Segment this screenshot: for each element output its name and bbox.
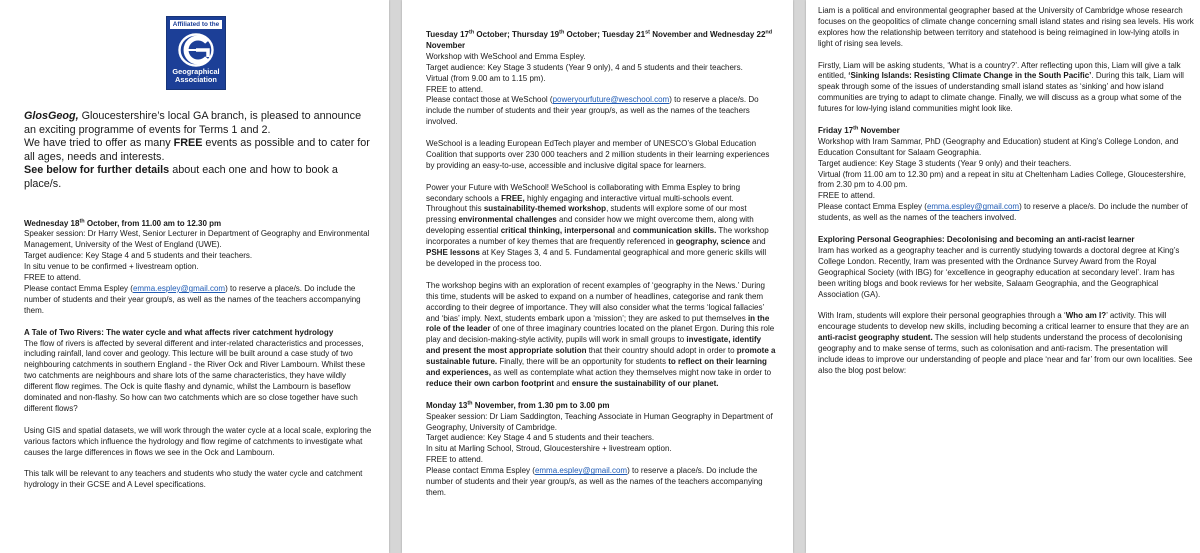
event-detail: Workshop with Iram Sammar, PhD (Geography and Education) student at King’s College London, and Education Consultant for Salaam Geographia. [818,136,1179,157]
event-contact: Please contact those at WeSchool (poweryourfuture@weschool.com) to reserve a place/s. Do include the number of students and their year group/s, as well as the names of the teachers involved. [426,95,759,127]
event-block-kings-college [818,126,1194,224]
document-page-1 [0,0,389,553]
logo-affiliated-text: Affiliated to the [172,21,220,28]
event-contact: Please contact Emma Espley (emma.espley@gmail.com) to reserve a place/s. Do include the number of students and their year group/s, as well as the names of the teachers accompanying them. [426,466,763,497]
event-detail: Speaker session: Dr Harry West, Senior Lecturer in Department of Geography and Environmental Management, University of the West of England (UWE). [24,229,370,250]
ga-emblem-icon [178,33,214,67]
event-detail: Target audience: Key Stage 3 students (Year 9 only) and their teachers. [818,158,1072,168]
document-page-3 [806,0,1200,553]
intro-line: We have tried to offer as many FREE events as possible and to cater for all ages, needs and interests. [24,137,370,163]
event-block-cambridge [426,401,776,499]
event-detail: Virtual (from 11.00 am to 12.30 pm) and a repeat in situ at Cheltenham Ladies College, Gloucestershire, from 2.30 pm to 4.00 pm. [818,169,1186,190]
intro-section [24,110,376,192]
event-detail: Target audience: Key Stage 4 and 5 students and their teachers. [426,433,655,443]
event-heading: Monday 13th November, from 1.30 pm to 3.00 pm [426,400,610,410]
email-link[interactable]: emma.espley@gmail.com [534,466,628,476]
logo-organisation-name: Geographical Association [172,67,220,85]
decolonising-title: Exploring Personal Geographies: Decolonising and becoming an anti-racist learner [818,234,1135,244]
event-heading: Wednesday 18th October, from 11.00 am to 12.30 pm [24,217,222,228]
event-contact: Please contact Emma Espley (emma.espley@gmail.com) to reserve a place/s. Do include the number of students, as well as the names of the teachers involved. [818,202,1188,223]
talk-title: A Tale of Two Rivers: The water cycle and what affects river catchment hydrology [24,327,334,337]
event-detail: FREE to attend. [24,273,81,283]
event-detail: In situ venue to be confirmed + livestream option. [24,262,199,272]
event-detail: Workshop with WeSchool and Emma Espley. [426,51,586,61]
power-your-future-paragraph: Power your Future with WeSchool! WeSchool is collaborating with Emma Espley to bring secondary schools a FREE, highly engaging and interactive virtual multi-schools event. Throughout this sustainability-themed workshop, students will explore some of our most pressing environmental challenges and consider how we might overcome them, along with developing essential critical thinking, interpersonal and communication skills. The workshop incorporates a number of key themes that are frequently referenced in geography, science and PSHE lessons at Key Stages 3, 4 and 5. Fundamental geographical and more generic skills will be developed in the process too. [426,182,769,268]
talk-paragraph: This talk will be relevant to any teachers and students who study the water cycle and catchment hydrology in their GCSE and A Level specifications. [24,469,363,490]
email-link[interactable]: emma.espley@gmail.com [132,284,226,293]
workshop-paragraph: The workshop begins with an exploration of recent examples of ‘geography in the News.’ During this time, students will be asked to expand on a number of headlines, categorise and rank them according to their degree of importance. They will also consider what the terms ‘logical fallacies’ and ‘bias’ imply. Next, students embark upon a ‘mission’; they are asked to put themselves in the role of the leader of one of three imaginary countries located on the planet Ergon. During this role play and decision-making-style activity, pupils will work in small groups to investigate, identify and present the most appropriate solution that their country should adopt in order to promote a sustainable future. Finally, there will be an opportunity for students to reflect on their learning and experiences, as well as contemplate what action they themselves might now take in order to reduce their own carbon footprint and ensure the sustainability of our planet. [426,280,776,388]
event-block-weschool [426,30,776,128]
liam-bio-paragraph: Liam is a political and environmental geographer based at the University of Cambridge whose research focuses on the geopolitics of climate change concerning small island states and rising sea levels. His work explores how the relationship between territory and statehood is being reimagined in low-lying atolls in light of rising sea levels. [818,6,1194,48]
who-am-i-paragraph: With Iram, students will explore their personal geographies through a ‘Who am I?’ activity. This will encourage students to develop new skills, including becoming a critical learner to ensure that they are an anti-racist geography student. The session will help students understand the process of decolonising geography and to make sense of terms, such as colonisation and anti-racism. The presentation will include ideas to improve our understanding of people and place ‘near and far’ from our own localities. See also the blog post below: [818,311,1193,375]
email-link[interactable]: emma.espley@gmail.com [926,202,1020,212]
decolonising-paragraph: Iram has worked as a geography teacher and is currently studying towards a doctoral degree at King’s College London. Recently, Iram was presented with the Ordnance Survey Award from the Royal Geographical Society (with IBG) for ‘excellence in geography education at secondary level’. Iram has been writing blogs and book reviews for her website, Salaam Geographia, and the Geographical Association (GA). [818,245,1180,299]
event-heading: Tuesday 17th October; Thursday 19th October; Tuesday 21st November and Wednesday 22nd November [426,29,773,50]
event-detail: In situ at Marling School, Stroud, Gloucestershire + livestream option. [426,444,672,454]
talk-paragraph: The flow of rivers is affected by several different and inter-related characteristics and processes, including rainfall, land cover and geology. This lecture will be built around a case study of two neighbouring catchments in southern England - the River Ock and River Lambourn. Whilst these two catchments are neighbours and share lots of the same characteristics, they have wildly different flow regimes. The Ock is quite flashy and dynamic, whilst the Lambourn is baseflow dominated and non-flashy. So how can two catchments which are so close together have such different flows? [24,338,366,413]
event-detail: Target audience: Key Stage 4 and 5 students and their teachers. [24,251,253,261]
talk-paragraph: Using GIS and spatial datasets, we will work through the water cycle at a local scale, exploring the various factors which influence the hydrology and flow regime of catchments to investigate what causes the large differences in flows we see in the Ock and Lambourn. [24,425,372,457]
event-detail: Speaker session: Dr Liam Saddington, Teaching Associate in Human Geography in Department of Geography, University of Cambridge. [426,411,773,432]
geographical-association-logo [166,16,226,90]
document-page-2 [402,0,793,553]
event-detail: FREE to attend. [426,84,483,94]
event-detail: Virtual (from 9.00 am to 1.15 pm). [426,73,546,83]
weschool-paragraph: WeSchool is a leading European EdTech player and member of UNESCO’s Global Education Coalition that supports over 230 000 teachers and 2 million students in their learning experiences by providing an easy-to-use, accessible and inclusive digital space for learners. [426,139,770,170]
event-detail: FREE to attend. [426,455,483,465]
event-detail: FREE to attend. [818,191,875,201]
event-detail: Target audience: Key Stage 3 students (Year 9 only), 4 and 5 students and their teachers. [426,62,743,72]
event-block-uwe [24,219,376,317]
event-contact: Please contact Emma Espley (emma.espley@gmail.com) to reserve a place/s. Do include the number of students and their year group/s, as well as the names of the teachers accompanying them. [24,284,361,315]
intro-line: GlosGeog, Gloucestershire’s local GA branch, is pleased to announce an exciting programme of events for Terms 1 and 2. [24,110,362,136]
email-link[interactable]: poweryourfuture@weschool.com [552,95,670,105]
sinking-islands-paragraph: Firstly, Liam will be asking students, ‘What is a country?’. After reflecting upon this, Liam will give a talk entitled, ‘Sinking Islands: Resisting Climate Change in the South Pacific’. During this talk, Liam will speak through some of the issues of understanding small island states as ‘sinking’ and how island communities are trying to adapt to climate change. Finally, we will discuss as a group what some of the futures for low-lying island communities might look like. [818,60,1184,114]
intro-line: See below for further details about each one and how to book a place/s. [24,164,338,190]
event-heading: Friday 17th November [818,125,900,135]
